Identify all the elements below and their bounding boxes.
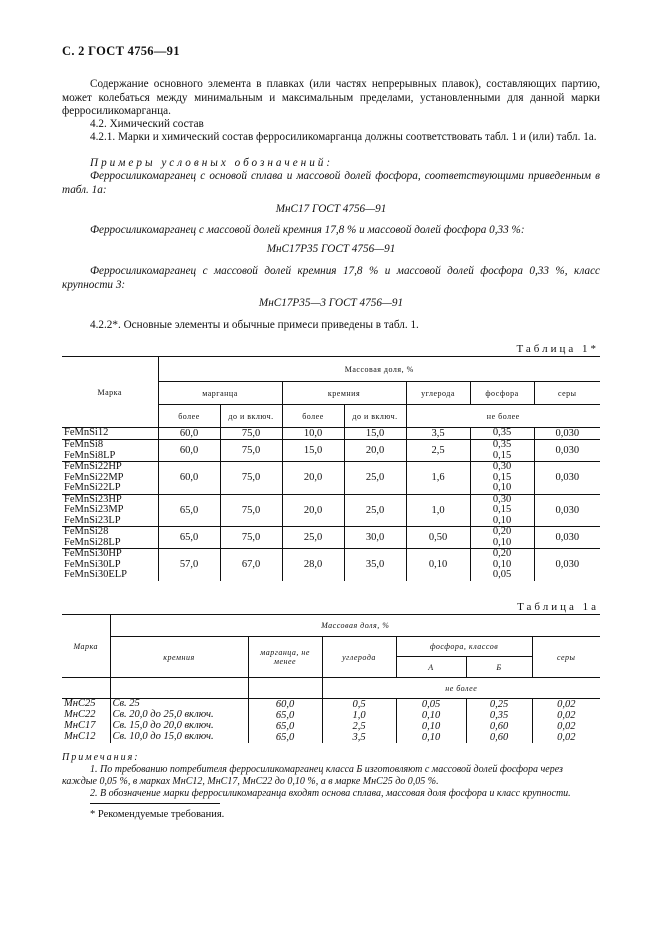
t1-cell-mn-more: 60,0 — [158, 462, 220, 495]
t1-cell-mn-more: 60,0 — [158, 428, 220, 440]
example-1-text: Ферросиликомарганец с основой сплава и массовой долей фосфора, соответствующими приведенным в табл. 1а: — [62, 170, 600, 196]
table-row — [62, 462, 600, 495]
t1-cell-marka: FeMnSi22HP FeMnSi22MP FeMnSi22LP — [62, 462, 158, 495]
note-1: 1. По требованию потребителя ферросиликомарганец класса Б изготовляют с массовой долей фосфора через каждые 0,05 %, в марках МнС12, МнС17, МнС22 до 0,10 %, а в марке МнС25 до 0,05 %. — [62, 764, 563, 787]
example-3-text: Ферросиликомарганец с массовой долей кремния 17,8 % и массовой долей фосфора 0,33 %, класс крупности 3: — [62, 265, 600, 291]
t1-header-mn-more: более — [158, 405, 220, 428]
t1-cell-si-upto: 25,0 — [344, 462, 406, 495]
ta-header-s: серы — [532, 637, 600, 678]
t1-cell-si-more: 10,0 — [282, 428, 344, 440]
t1-cell-si-more: 15,0 — [282, 440, 344, 462]
intro-paragraph: Содержание основного элемента в плавках (или частях непрерывных плавок), составляющих партию, может колебаться между минимальным и максимальным пределами, установленными для данной марки ферросиликомарганца. — [62, 78, 600, 118]
table-1-caption: Таблица 1* — [516, 343, 599, 355]
t1-header-mn: марганца — [158, 382, 282, 405]
table-1a-caption: Таблица 1а — [517, 601, 599, 613]
t1-cell-c: 3,5 — [406, 428, 470, 440]
t1-cell-mn-upto: 75,0 — [220, 527, 282, 549]
t1-cell-marka: FeMnSi30HP FeMnSi30LP FeMnSi30ELP — [62, 549, 158, 581]
t1-cell-marka: FeMnSi12 — [62, 428, 158, 440]
example-2-text: Ферросиликомарганец с массовой долей кремния 17,8 % и массовой долей фосфора 0,33 %: — [90, 224, 525, 236]
example-2-code: МнС17Р35 ГОСТ 4756—91 — [266, 243, 396, 255]
t1-cell-si-upto: 15,0 — [344, 428, 406, 440]
section-4-2-2: 4.2.2*. Основные элементы и обычные примеси приведены в табл. 1. — [90, 319, 419, 331]
ta-cell-pb: 0,60 — [466, 732, 532, 743]
ta-cell-si: Св. 10,0 до 15,0 включ. — [110, 732, 248, 743]
t1-cell-s: 0,030 — [534, 527, 600, 549]
t1-header-si-upto: до и включ. — [344, 405, 406, 428]
t1-header-mass: Массовая доля, % — [158, 357, 600, 382]
ta-header-mass: Массовая доля, % — [110, 615, 600, 637]
table-row — [62, 440, 600, 462]
ta-cell-pa: 0,05 — [396, 699, 466, 711]
t1-cell-si-more: 20,0 — [282, 462, 344, 495]
examples-heading: Примеры условных обозначений: — [90, 157, 334, 169]
table-1a — [62, 614, 600, 743]
t1-cell-s: 0,030 — [534, 462, 600, 495]
t1-cell-s: 0,030 — [534, 494, 600, 527]
table-row — [62, 549, 600, 581]
t1-cell-marka: FeMnSi8 FeMnSi8LP — [62, 440, 158, 462]
t1-cell-si-upto: 35,0 — [344, 549, 406, 581]
ta-header-si: кремния — [110, 637, 248, 678]
t1-cell-c: 1,6 — [406, 462, 470, 495]
t1-cell-marka: FeMnSi28 FeMnSi28LP — [62, 527, 158, 549]
table-row — [62, 527, 600, 549]
ta-cell-marka: МнС12 — [62, 732, 110, 743]
t1-cell-mn-more: 60,0 — [158, 440, 220, 462]
t1-cell-mn-more: 57,0 — [158, 549, 220, 581]
t1-cell-p: 0,35 0,15 — [470, 440, 534, 462]
t1-body — [62, 428, 600, 581]
ta-cell-s: 0,02 — [557, 710, 576, 721]
ta-cell-pb: 0,60 — [466, 721, 532, 732]
ta-empty-1 — [62, 678, 110, 699]
ta-cell-c: 1,0 — [322, 710, 396, 721]
t1-cell-si-upto: 20,0 — [344, 440, 406, 462]
ta-cell-marka: МнС22 — [62, 710, 110, 721]
ta-cell-s: 0,02 — [557, 699, 576, 710]
t1-cell-c: 0,10 — [406, 549, 470, 581]
t1-header-c: углерода — [406, 382, 470, 405]
ta-header-pa: А — [396, 657, 466, 678]
t1-header-p: фосфора — [470, 382, 534, 405]
notes-heading: Примечания: — [62, 752, 140, 763]
example-3-code: МнС17Р35—3 ГОСТ 4756—91 — [258, 297, 404, 309]
t1-cell-mn-upto: 75,0 — [220, 462, 282, 495]
page-header: С. 2 ГОСТ 4756—91 — [62, 44, 180, 58]
table-row — [62, 494, 600, 527]
section-4-2: 4.2. Химический состав — [90, 118, 204, 130]
ta-cell-pb: 0,35 — [466, 710, 532, 721]
t1-cell-s: 0,030 — [534, 440, 600, 462]
t1-cell-si-upto: 25,0 — [344, 494, 406, 527]
ta-cell-mn: 65,0 — [248, 732, 322, 743]
ta-cell-s: 0,02 — [557, 732, 576, 743]
ta-header-marka: Марка — [62, 615, 110, 678]
t1-cell-c: 1,0 — [406, 494, 470, 527]
ta-header-notmore: не более — [322, 678, 600, 699]
note-2: 2. В обозначение марки ферросиликомарганца входят основа сплава, массовая доля фосфора и класс крупности. — [90, 788, 571, 799]
footnote-rule — [90, 803, 220, 804]
t1-cell-si-more: 20,0 — [282, 494, 344, 527]
t1-cell-si-more: 28,0 — [282, 549, 344, 581]
t1-header-mn-upto: до и включ. — [220, 405, 282, 428]
ta-cell-si: Св. 25 — [110, 699, 248, 711]
t1-cell-p: 0,30 0,15 0,10 — [470, 462, 534, 495]
ta-cell-pa: 0,10 — [396, 732, 466, 743]
t1-cell-si-more: 25,0 — [282, 527, 344, 549]
ta-header-p: фосфора, классов — [396, 637, 532, 657]
ta-empty-3 — [248, 678, 322, 699]
ta-empty-2 — [110, 678, 248, 699]
t1-cell-p: 0,20 0,10 — [470, 527, 534, 549]
ta-cell-c: 2,5 — [322, 721, 396, 732]
t1-cell-mn-upto: 75,0 — [220, 494, 282, 527]
t1-header-si-more: более — [282, 405, 344, 428]
t1-cell-p: 0,20 0,10 0,05 — [470, 549, 534, 581]
t1-cell-p: 0,35 — [470, 428, 534, 440]
ta-header-pb: Б — [466, 657, 532, 678]
t1-header-marka: Марка — [62, 357, 158, 428]
ta-cell-marka: МнС25 — [62, 699, 110, 711]
ta-body — [62, 699, 600, 744]
ta-cell-pa: 0,10 — [396, 721, 466, 732]
ta-cell-s: 0,02 — [557, 721, 576, 732]
ta-cell-si: Св. 20,0 до 25,0 включ. — [110, 710, 248, 721]
table-1 — [62, 356, 600, 581]
section-4-2-1: 4.2.1. Марки и химический состав ферросиликомарганца должны соответствовать табл. 1 и (или) табл. 1а. — [90, 131, 597, 143]
t1-cell-p: 0,30 0,15 0,10 — [470, 494, 534, 527]
t1-header-si: кремния — [282, 382, 406, 405]
t1-header-notmore: не более — [406, 405, 600, 428]
ta-cell-mn: 65,0 — [248, 710, 322, 721]
t1-cell-si-upto: 30,0 — [344, 527, 406, 549]
ta-cell-si: Св. 15,0 до 20,0 включ. — [110, 721, 248, 732]
ta-cell-mn: 60,0 — [248, 699, 322, 711]
t1-cell-s: 0,030 — [555, 559, 580, 571]
ta-cell-marka: МнС17 — [62, 721, 110, 732]
t1-cell-marka: FeMnSi23HP FeMnSi23MP FeMnSi23LP — [62, 494, 158, 527]
t1-cell-s: 0,030 — [534, 428, 600, 440]
footnote: * Рекомендуемые требования. — [90, 809, 225, 820]
table-row — [62, 428, 600, 440]
t1-cell-c: 0,50 — [406, 527, 470, 549]
table-row — [62, 732, 600, 743]
ta-cell-c: 0,5 — [322, 699, 396, 711]
t1-cell-mn-upto: 75,0 — [220, 440, 282, 462]
example-1-code: МнС17 ГОСТ 4756—91 — [275, 203, 387, 215]
t1-cell-mn-more: 65,0 — [158, 527, 220, 549]
ta-cell-mn: 65,0 — [248, 721, 322, 732]
t1-cell-mn-upto: 75,0 — [220, 428, 282, 440]
t1-cell-c: 2,5 — [406, 440, 470, 462]
ta-cell-pb: 0,25 — [466, 699, 532, 711]
t1-cell-mn-more: 65,0 — [158, 494, 220, 527]
ta-header-mn: марганца, не менее — [248, 637, 322, 678]
ta-cell-pa: 0,10 — [396, 710, 466, 721]
t1-cell-mn-upto: 67,0 — [220, 549, 282, 581]
ta-header-c: углерода — [322, 637, 396, 678]
ta-cell-c: 3,5 — [322, 732, 396, 743]
t1-header-s: серы — [534, 382, 600, 405]
